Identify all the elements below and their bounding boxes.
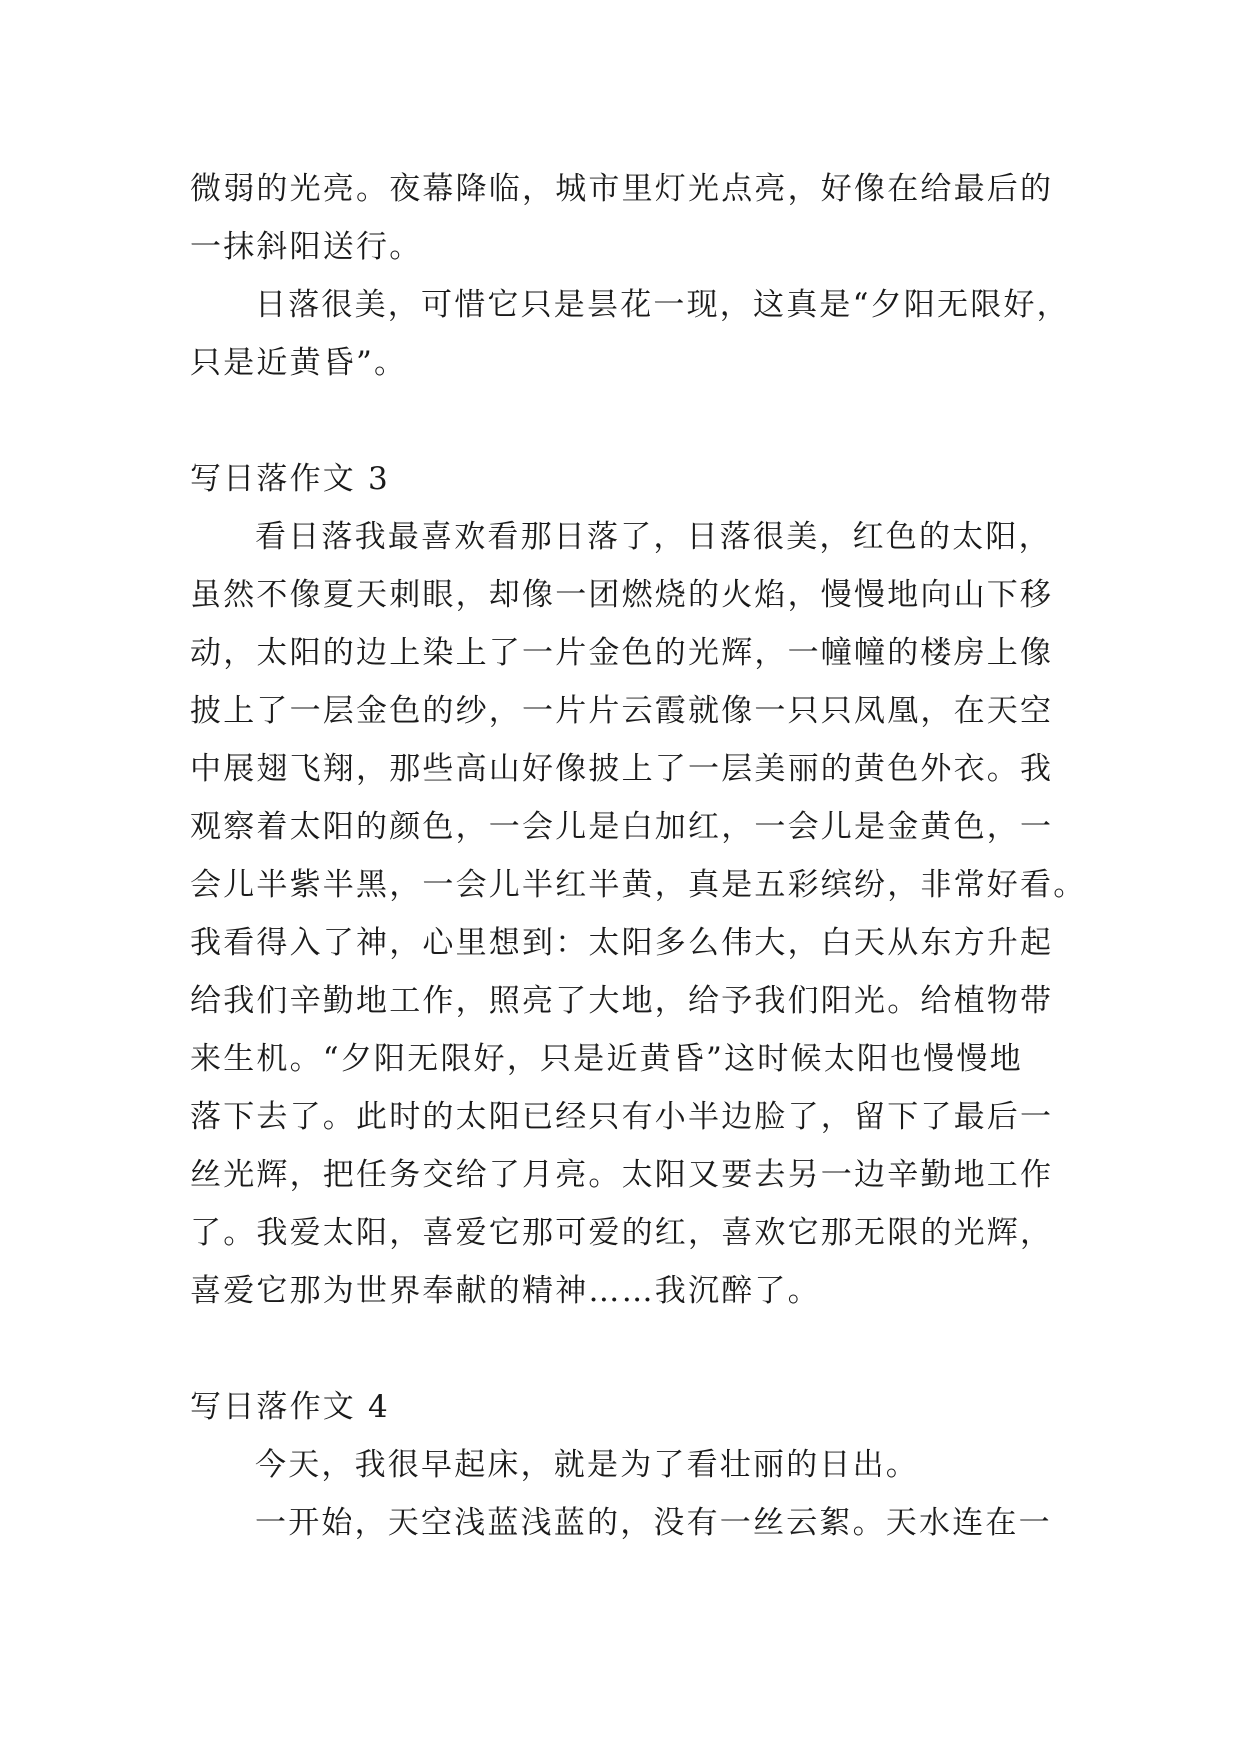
body-line: 落下去了。此时的太阳已经只有小半边脸了，留下了最后一 [190, 1099, 1054, 1135]
essay4-title: 写日落作文 4 [190, 1389, 390, 1425]
body-line: 丝光辉，把任务交给了月亮。太阳又要去另一边辛勤地工作 [190, 1157, 1054, 1193]
body-line: 动，太阳的边上染上了一片金色的光辉，一幢幢的楼房上像 [190, 635, 1054, 671]
section-gap [190, 1320, 1070, 1378]
body-line: 观察着太阳的颜色，一会儿是白加红，一会儿是金黄色，一 [190, 809, 1054, 845]
body-line: 喜爱它那为世界奉献的精神……我沉醉了。 [190, 1273, 821, 1309]
paragraph-first-line: 日落很美，可惜它只是昙花一现，这真是“夕阳无限好， [255, 287, 1070, 323]
body-line: 微弱的光亮。夜幕降临，城市里灯光点亮，好像在给最后的 [190, 171, 1054, 207]
body-line: 披上了一层金色的纱，一片片云霞就像一只只凤凰，在天空 [190, 693, 1054, 729]
essay3-title: 写日落作文 3 [190, 461, 390, 497]
body-line: 给我们辛勤地工作，照亮了大地，给予我们阳光。给植物带 [190, 983, 1054, 1019]
paragraph-first-line: 看日落我最喜欢看那日落了，日落很美，红色的太阳， [255, 519, 1052, 555]
body-line: 了。我爱太阳，喜爱它那可爱的红，喜欢它那无限的光辉， [190, 1215, 1054, 1251]
body-line: 会儿半紫半黑，一会儿半红半黄，真是五彩缤纷，非常好看。 [190, 867, 1087, 903]
body-line: 中展翅飞翔，那些高山好像披上了一层美丽的黄色外衣。我 [190, 751, 1054, 787]
body-line: 来生机。“夕阳无限好，只是近黄昏”这时候太阳也慢慢地 [190, 1041, 1023, 1077]
paragraph-first-line: 今天，我很早起床，就是为了看壮丽的日出。 [255, 1447, 919, 1483]
body-line: 虽然不像夏天刺眼，却像一团燃烧的火焰，慢慢地向山下移 [190, 577, 1054, 613]
body-line: 只是近黄昏”。 [190, 345, 408, 381]
body-line: 我看得入了神，心里想到：太阳多么伟大，白天从东方升起 [190, 925, 1054, 961]
document-page [190, 160, 1087, 1552]
paragraph-first-line: 一开始，天空浅蓝浅蓝的，没有一丝云絮。天水连在一 [255, 1505, 1052, 1541]
body-line: 一抹斜阳送行。 [190, 229, 423, 265]
section-gap [190, 392, 1070, 450]
